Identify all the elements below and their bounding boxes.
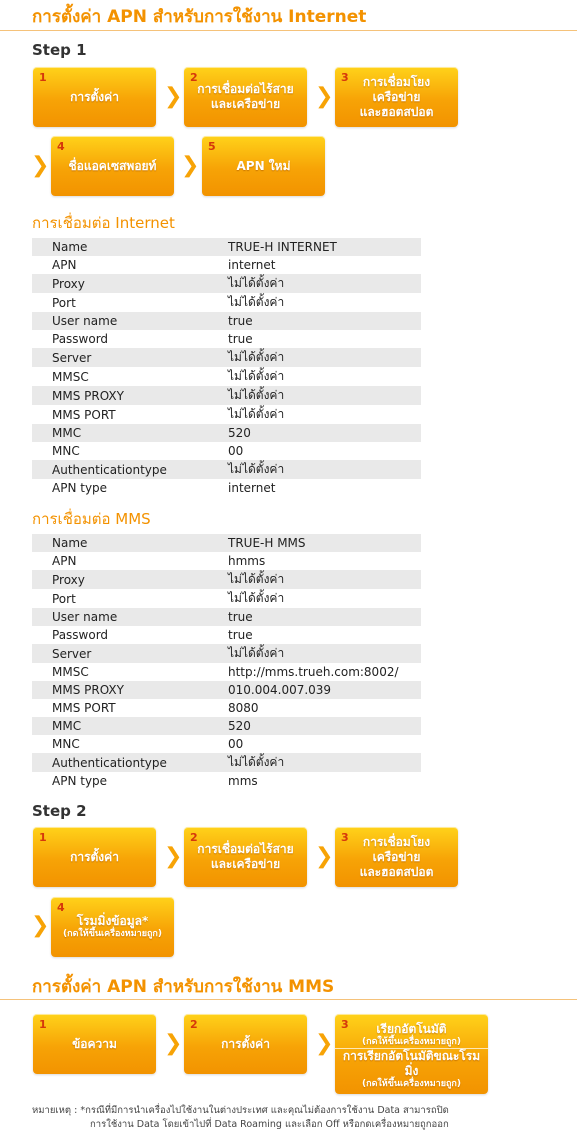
table-row bbox=[32, 424, 421, 442]
setting-name: Name bbox=[52, 240, 88, 254]
setting-name: APN type bbox=[52, 774, 108, 788]
setting-value: 520 bbox=[228, 719, 251, 733]
step-label: ชื่อแอคเซสพอยท์ bbox=[68, 158, 157, 173]
internet-settings-table bbox=[32, 238, 421, 497]
table-row bbox=[32, 699, 421, 717]
footnote-line: หมายเหตุ : *กรณีที่มีการนำเครื่องไปใช้งานในต่างประเทศ และคุณไม่ต้องการใช้งาน Data สามารถปิด bbox=[32, 1105, 449, 1116]
step-number: 2 bbox=[190, 71, 198, 84]
step-label: เครือข่าย bbox=[372, 849, 421, 864]
setting-value: internet bbox=[228, 481, 276, 495]
step-label: การตั้งค่า bbox=[70, 89, 119, 104]
table-row bbox=[32, 534, 421, 552]
step-number: 4 bbox=[57, 140, 65, 153]
table-row bbox=[32, 293, 421, 312]
table-row bbox=[32, 589, 421, 608]
table-row bbox=[32, 274, 421, 293]
auto-retrieve-option bbox=[335, 1022, 488, 1048]
step-label: และฮอตสปอต bbox=[359, 104, 434, 119]
step-hint: (กดให้ขึ้นเครื่องหมายถูก) bbox=[362, 1078, 461, 1089]
setting-name: MMSC bbox=[52, 665, 89, 679]
mms-box-messages bbox=[33, 1014, 156, 1074]
chevron-right-icon: ❯ bbox=[31, 153, 50, 178]
table-row bbox=[32, 626, 421, 644]
step1-box-tethering bbox=[335, 67, 458, 127]
table-row bbox=[32, 552, 421, 570]
step-label: และฮอตสปอต bbox=[359, 864, 434, 879]
table-row bbox=[32, 367, 421, 386]
roaming-auto-retrieve-option bbox=[335, 1049, 488, 1090]
step-label: การเรียกอัตโนมัติขณะโรมมิ่ง bbox=[342, 1048, 481, 1078]
table-row bbox=[32, 330, 421, 348]
setting-value: ไม่ได้ตั้งค่า bbox=[228, 407, 285, 421]
table-row bbox=[32, 663, 421, 681]
table-row bbox=[32, 570, 421, 589]
setting-name: MMC bbox=[52, 719, 82, 733]
title-divider bbox=[0, 30, 577, 31]
step-number: 3 bbox=[341, 71, 349, 84]
setting-value: mms bbox=[228, 774, 258, 788]
setting-value: internet bbox=[228, 258, 276, 272]
step-hint: (กดให้ขึ้นเครื่องหมายถูก) bbox=[362, 1037, 461, 1047]
setting-value: ไม่ได้ตั้งค่า bbox=[228, 295, 285, 309]
setting-name: MMS PORT bbox=[52, 701, 116, 715]
table-row bbox=[32, 608, 421, 626]
mms-box-auto-retrieve bbox=[335, 1014, 488, 1094]
chevron-right-icon: ❯ bbox=[164, 844, 183, 869]
mms-settings-table bbox=[32, 534, 421, 790]
setting-name: Port bbox=[52, 295, 76, 310]
setting-value: TRUE-H MMS bbox=[228, 536, 306, 550]
step-number: 1 bbox=[39, 831, 47, 844]
internet-section-title: การเชื่อมต่อ Internet bbox=[32, 214, 175, 232]
setting-value: ไม่ได้ตั้งค่า bbox=[228, 350, 285, 364]
setting-name: MMS PORT bbox=[52, 407, 116, 422]
setting-name: Proxy bbox=[52, 572, 85, 587]
setting-value: ไม่ได้ตั้งค่า bbox=[228, 369, 285, 383]
setting-name: Password bbox=[52, 332, 109, 346]
step2-box-wireless bbox=[184, 827, 307, 887]
table-row bbox=[32, 479, 421, 497]
setting-name: Password bbox=[52, 628, 109, 642]
setting-name: APN bbox=[52, 258, 77, 272]
step-number: 4 bbox=[57, 901, 65, 914]
table-row bbox=[32, 735, 421, 753]
step-label: และเครือข่าย bbox=[210, 857, 281, 871]
setting-name: APN type bbox=[52, 481, 108, 495]
setting-name: User name bbox=[52, 314, 118, 328]
step-label: การเชื่อมโยง bbox=[362, 74, 431, 89]
footnote-line: การใช้งาน Data โดยเข้าไปที่ Data Roaming และเลือก Off หรือกดเครื่องหมายถูกออก bbox=[90, 1118, 449, 1130]
setting-value: ไม่ได้ตั้งค่า bbox=[228, 388, 285, 402]
table-row bbox=[32, 442, 421, 460]
step-label: ข้อความ bbox=[72, 1036, 117, 1051]
setting-value: http://mms.trueh.com:8002/ bbox=[228, 665, 399, 679]
step1-box-access-point bbox=[51, 136, 174, 196]
setting-value: 8080 bbox=[228, 701, 259, 715]
chevron-right-icon: ❯ bbox=[315, 1031, 334, 1056]
setting-value: ไม่ได้ตั้งค่า bbox=[228, 462, 285, 476]
step-number: 1 bbox=[39, 71, 47, 84]
step-label: เครือข่าย bbox=[372, 89, 421, 104]
setting-value: 00 bbox=[228, 737, 244, 751]
chevron-right-icon: ❯ bbox=[315, 84, 334, 109]
setting-value: ไม่ได้ตั้งค่า bbox=[228, 755, 285, 769]
setting-name: MMS PROXY bbox=[52, 388, 124, 403]
chevron-right-icon: ❯ bbox=[315, 844, 334, 869]
table-row bbox=[32, 312, 421, 330]
step2-box-data-roaming bbox=[51, 897, 174, 957]
setting-value: 520 bbox=[228, 426, 251, 440]
setting-name: Proxy bbox=[52, 276, 85, 291]
step2-box-settings bbox=[33, 827, 156, 887]
setting-value: 00 bbox=[228, 444, 244, 458]
setting-name: MMC bbox=[52, 426, 82, 440]
setting-name: Port bbox=[52, 591, 76, 606]
step-label: โรมมิ่งข้อมูล* bbox=[76, 913, 149, 928]
setting-name: MNC bbox=[52, 737, 80, 751]
table-row bbox=[32, 681, 421, 699]
setting-value: true bbox=[228, 332, 253, 346]
step-label: และเครือข่าย bbox=[210, 97, 281, 111]
mms-section-title: การเชื่อมต่อ MMS bbox=[32, 510, 151, 528]
table-row bbox=[32, 405, 421, 424]
setting-value: ไม่ได้ตั้งค่า bbox=[228, 572, 285, 586]
setting-value: TRUE-H INTERNET bbox=[228, 240, 337, 254]
step-number: 2 bbox=[190, 1018, 198, 1031]
setting-value: ไม่ได้ตั้งค่า bbox=[228, 591, 285, 605]
table-row bbox=[32, 238, 421, 256]
setting-value: hmms bbox=[228, 554, 266, 568]
footnote bbox=[32, 1104, 449, 1132]
step-label: การเชื่อมต่อไร้สาย bbox=[197, 842, 294, 856]
step2-label: Step 2 bbox=[32, 802, 87, 820]
table-row bbox=[32, 772, 421, 790]
table-row bbox=[32, 460, 421, 479]
step-number: 5 bbox=[208, 140, 216, 153]
step1-box-wireless bbox=[184, 67, 307, 127]
step-hint: (กดให้ขึ้นเครื่องหมายถูก) bbox=[63, 928, 162, 939]
step1-box-settings bbox=[33, 67, 156, 127]
setting-name: Authenticationtype bbox=[52, 462, 167, 477]
step-label: การตั้งค่า bbox=[70, 849, 119, 864]
setting-name: MMSC bbox=[52, 369, 89, 384]
table-row bbox=[32, 348, 421, 367]
mms-box-settings bbox=[184, 1014, 307, 1074]
step-label: เรียกอัตโนมัติ bbox=[376, 1022, 447, 1036]
chevron-right-icon: ❯ bbox=[164, 1031, 183, 1056]
setting-value: true bbox=[228, 610, 253, 624]
step-label: APN ใหม่ bbox=[236, 158, 291, 173]
setting-name: APN bbox=[52, 554, 77, 568]
setting-name: Server bbox=[52, 350, 92, 365]
setting-value: 010.004.007.039 bbox=[228, 683, 332, 697]
mms-setup-title: การตั้งค่า APN สำหรับการใช้งาน MMS bbox=[32, 977, 335, 997]
step2-box-tethering bbox=[335, 827, 458, 887]
chevron-right-icon: ❯ bbox=[31, 913, 50, 938]
page-title: การตั้งค่า APN สำหรับการใช้งาน Internet bbox=[32, 7, 367, 27]
chevron-right-icon: ❯ bbox=[181, 153, 200, 178]
setting-name: Server bbox=[52, 646, 92, 661]
table-row bbox=[32, 753, 421, 772]
step-label: การเชื่อมต่อไร้สาย bbox=[197, 82, 294, 96]
setting-name: Name bbox=[52, 536, 88, 550]
step-number: 3 bbox=[341, 1018, 349, 1031]
table-row bbox=[32, 256, 421, 274]
step-number: 1 bbox=[39, 1018, 47, 1031]
table-row bbox=[32, 644, 421, 663]
step1-box-new-apn bbox=[202, 136, 325, 196]
step-label: การตั้งค่า bbox=[221, 1036, 270, 1051]
step-label: การเชื่อมโยง bbox=[362, 834, 431, 849]
step1-label: Step 1 bbox=[32, 41, 87, 59]
setting-name: MMS PROXY bbox=[52, 683, 124, 697]
step-number: 3 bbox=[341, 831, 349, 844]
setting-name: MNC bbox=[52, 444, 80, 458]
setting-value: ไม่ได้ตั้งค่า bbox=[228, 646, 285, 660]
setting-value: ไม่ได้ตั้งค่า bbox=[228, 276, 285, 290]
setting-name: Authenticationtype bbox=[52, 755, 167, 770]
setting-value: true bbox=[228, 314, 253, 328]
table-row bbox=[32, 717, 421, 735]
setting-value: true bbox=[228, 628, 253, 642]
setting-name: User name bbox=[52, 610, 118, 624]
step-number: 2 bbox=[190, 831, 198, 844]
table-row bbox=[32, 386, 421, 405]
chevron-right-icon: ❯ bbox=[164, 84, 183, 109]
mms-divider bbox=[0, 999, 577, 1000]
